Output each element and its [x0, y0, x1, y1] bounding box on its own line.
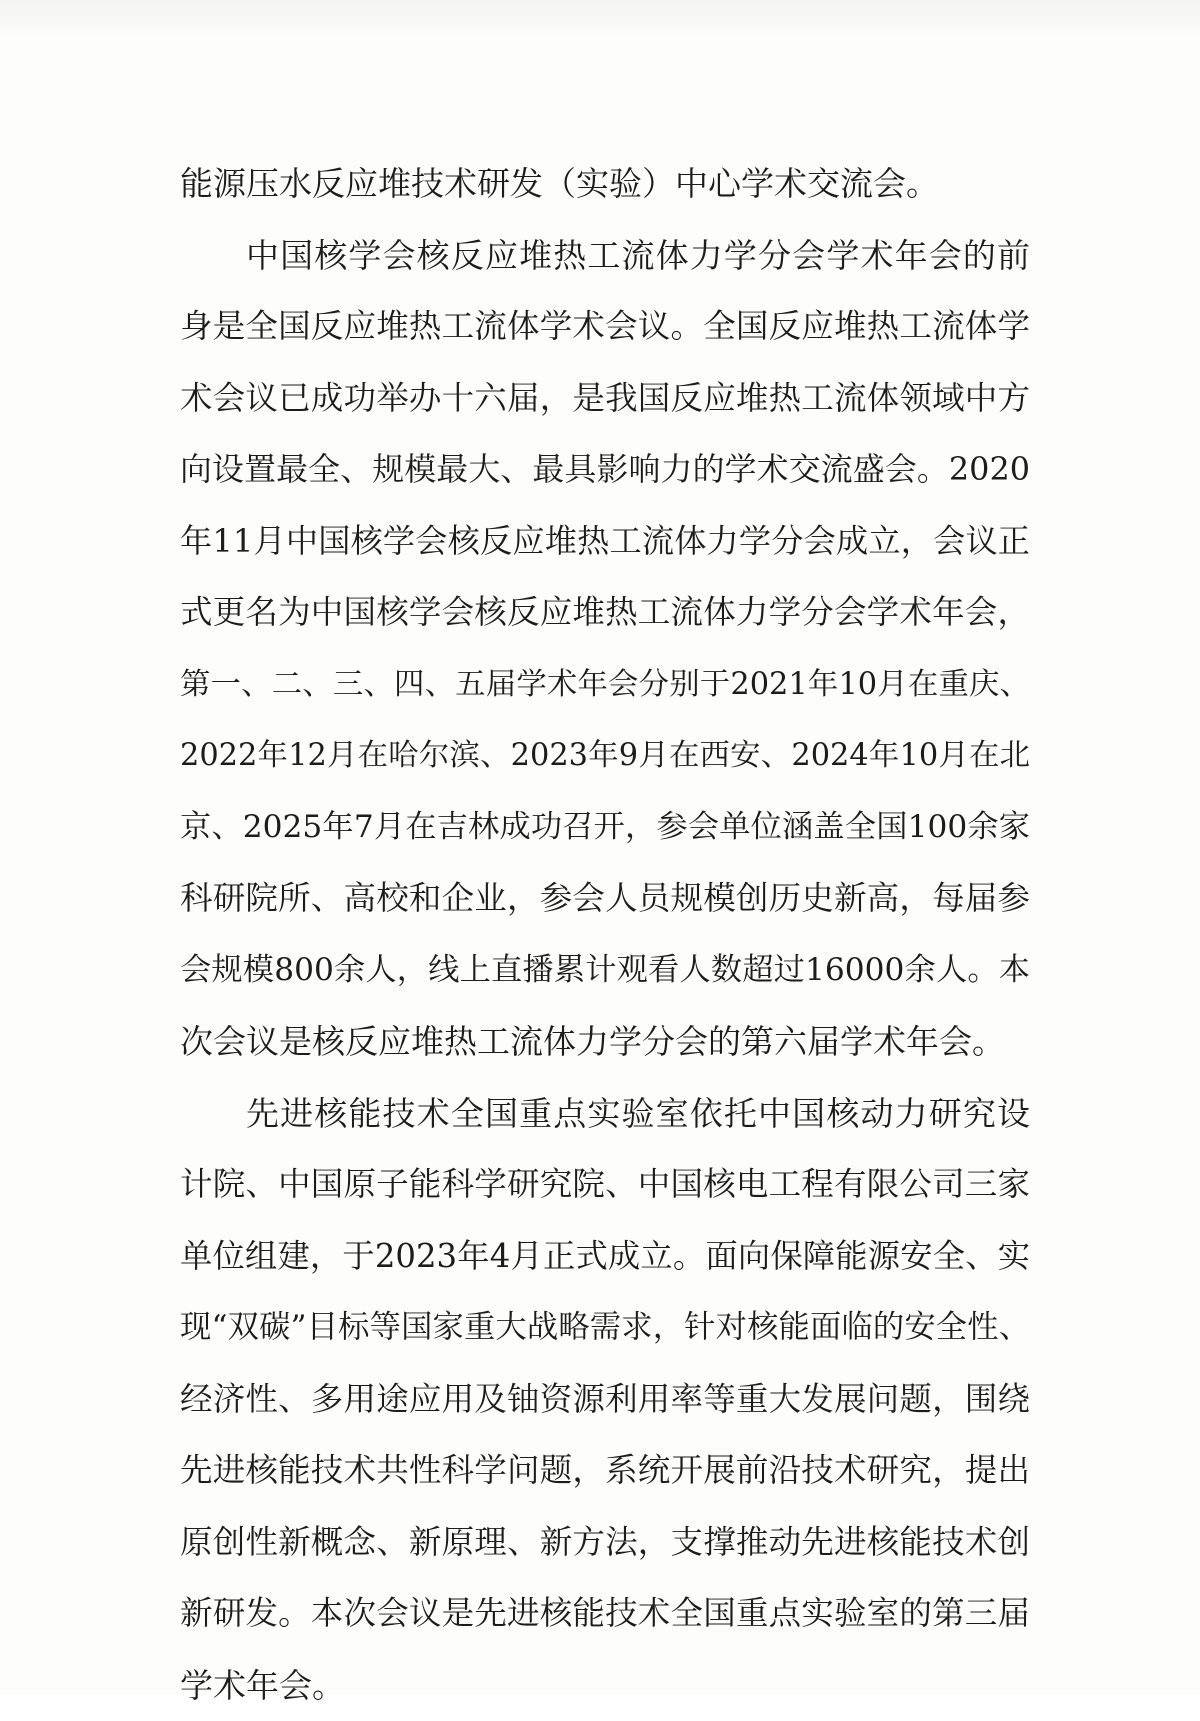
- text-line: 现“双碳”目标等国家重大战略需求，针对核能面临的安全性、: [180, 1292, 1030, 1364]
- text-line: 中国核学会核反应堆热工流体力学分会学术年会的前: [180, 220, 1030, 292]
- text-line: 科研院所、高校和企业，参会人员规模创历史新高，每届参: [180, 863, 1030, 935]
- text-line: 先进核能技术全国重点实验室依托中国核动力研究设: [180, 1078, 1030, 1150]
- text-line: 京、2025年7月在吉林成功召开，参会单位涵盖全国100余家: [180, 792, 1030, 864]
- text-line: 新研发。本次会议是先进核能技术全国重点实验室的第三届: [180, 1578, 1030, 1650]
- scan-shadow: [0, 0, 1200, 40]
- text-line: 身是全国反应堆热工流体学术会议。全国反应堆热工流体学: [180, 291, 1030, 363]
- text-line: 经济性、多用途应用及铀资源利用率等重大发展问题，围绕: [180, 1364, 1030, 1436]
- text-line: 第一、二、三、四、五届学术年会分别于2021年10月在重庆、: [180, 649, 1030, 721]
- text-line: 原创性新概念、新原理、新方法，支撑推动先进核能技术创: [180, 1507, 1030, 1579]
- text-line: 年11月中国核学会核反应堆热工流体力学分会成立，会议正: [180, 506, 1030, 578]
- body-text: [180, 148, 1030, 1721]
- text-line: 会规模800余人，线上直播累计观看人数超过16000余人。本: [180, 935, 1030, 1007]
- text-line: 式更名为中国核学会核反应堆热工流体力学分会学术年会，: [180, 577, 1030, 649]
- text-line: 计院、中国原子能科学研究院、中国核电工程有限公司三家: [180, 1149, 1030, 1221]
- text-line: 向设置最全、规模最大、最具影响力的学术交流盛会。2020: [180, 434, 1030, 506]
- text-line: 学术年会。: [180, 1650, 1030, 1721]
- text-line: 次会议是核反应堆热工流体力学分会的第六届学术年会。: [180, 1006, 1030, 1078]
- text-line: 2022年12月在哈尔滨、2023年9月在西安、2024年10月在北: [180, 720, 1030, 792]
- text-line: 单位组建，于2023年4月正式成立。面向保障能源安全、实: [180, 1221, 1030, 1293]
- text-line: 先进核能技术共性科学问题，系统开展前沿技术研究，提出: [180, 1435, 1030, 1507]
- text-line: 能源压水反应堆技术研发（实验）中心学术交流会。: [180, 148, 1030, 220]
- text-line: 术会议已成功举办十六届，是我国反应堆热工流体领域中方: [180, 363, 1030, 435]
